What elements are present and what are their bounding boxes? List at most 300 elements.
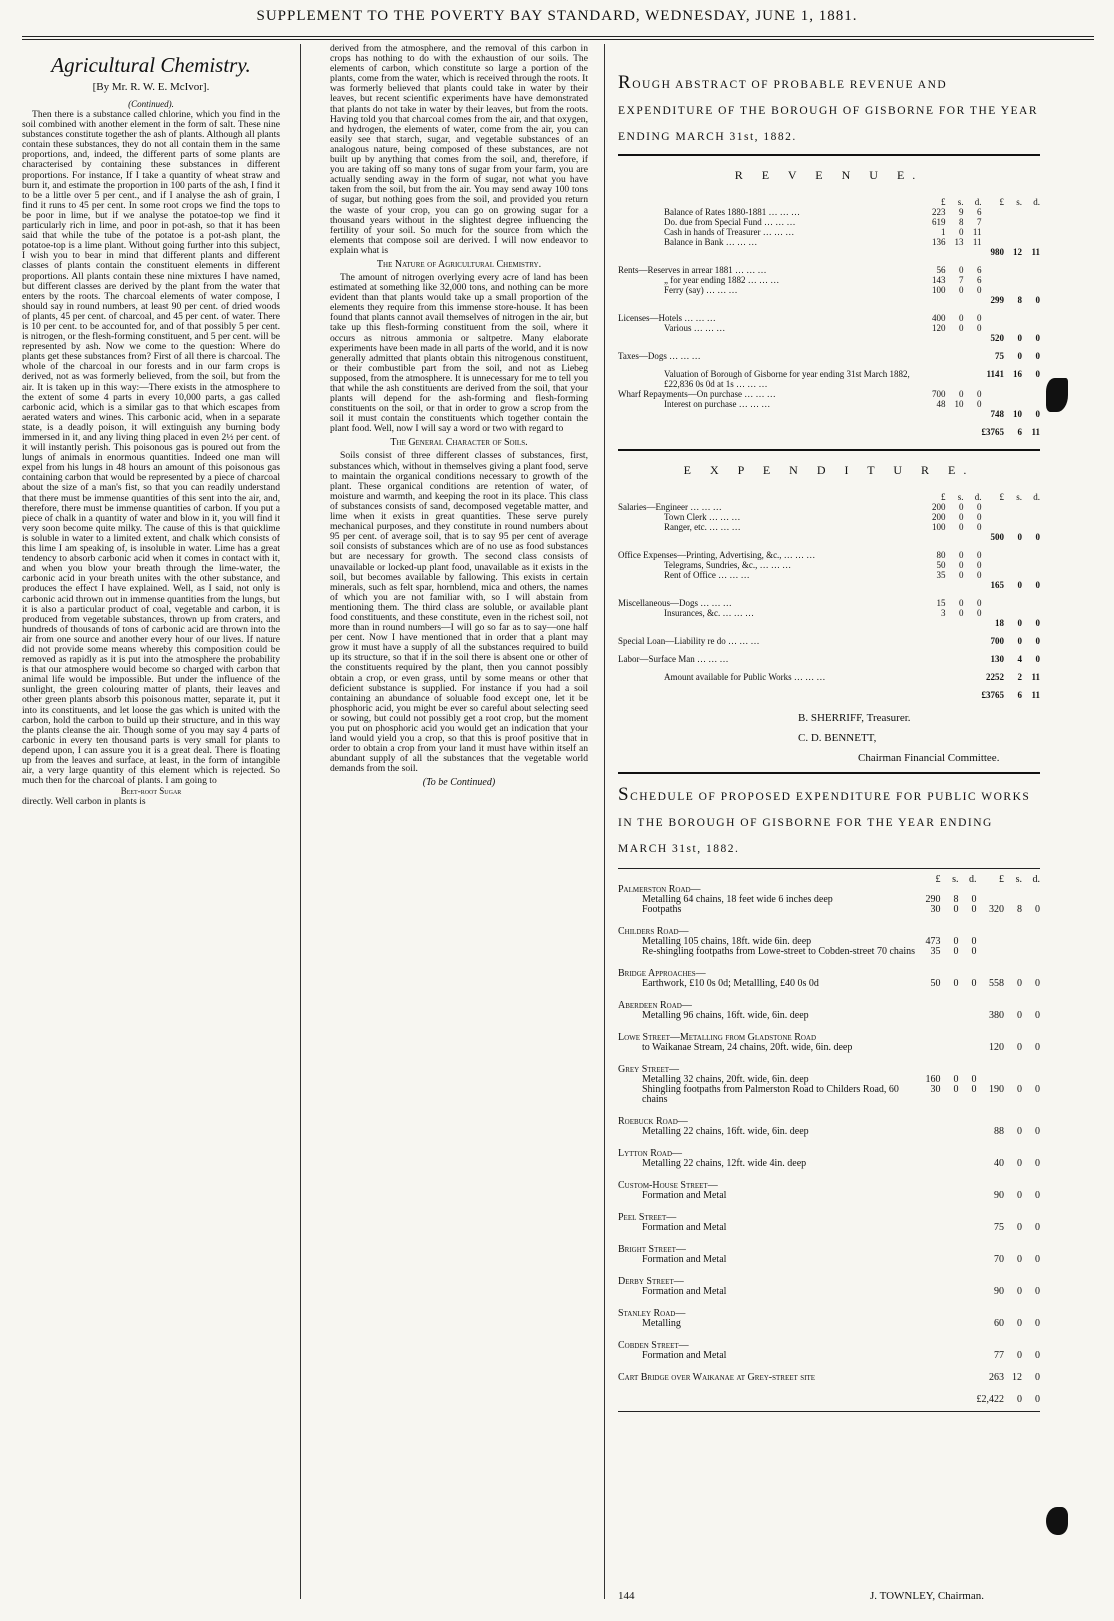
amount-cell xyxy=(964,690,982,708)
amount-cell xyxy=(964,672,982,690)
schedule-total: 0 xyxy=(1017,1190,1022,1201)
total-cell xyxy=(1022,323,1040,333)
divider xyxy=(618,772,1040,774)
account-row xyxy=(618,265,1040,275)
total-cell xyxy=(982,512,1005,522)
total-cell: £3765 xyxy=(981,690,1004,700)
amount-cell xyxy=(964,618,982,636)
account-label xyxy=(618,427,928,445)
amount-cell: 223 xyxy=(932,207,946,217)
schedule-amount: 0 xyxy=(971,978,977,989)
schedule-amount: 0 xyxy=(953,936,959,947)
financial-column xyxy=(618,44,1040,1603)
schedule-total: 90 xyxy=(994,1190,1004,1201)
account-label: Miscellaneous—Dogs … … … xyxy=(618,598,732,608)
total-cell xyxy=(982,399,1005,409)
schedule-amount: 0 xyxy=(971,946,977,957)
blank xyxy=(1004,1065,1022,1075)
schedule-road: Palmerston Road— xyxy=(618,884,701,895)
blank xyxy=(1022,927,1040,937)
schedule-total: 0 xyxy=(1035,1084,1040,1095)
amount-cell xyxy=(928,654,946,672)
account-row xyxy=(618,389,1040,399)
amount-cell: 0 xyxy=(977,512,982,522)
total-cell xyxy=(982,323,1005,333)
schedule-amount xyxy=(923,1223,941,1233)
amount-cell: 11 xyxy=(972,227,982,237)
amount-cell: 0 xyxy=(959,313,964,323)
amount-cell: 6 xyxy=(977,275,982,285)
amount-cell: 200 xyxy=(932,512,946,522)
schedule-item-label: Metalling 105 chains, 18ft. wide 6in. deep xyxy=(642,936,812,947)
amount-cell: 35 xyxy=(936,570,946,580)
schedule-total: 0 xyxy=(1035,1222,1040,1233)
blank xyxy=(923,1373,941,1383)
total-cell xyxy=(1004,502,1022,512)
schedule-item-label: Metalling 96 chains, 16ft. wide, 6in. deep xyxy=(642,1010,809,1021)
account-row xyxy=(618,351,1040,369)
amount-cell xyxy=(928,369,946,389)
schedule-amount xyxy=(923,1127,941,1137)
account-label: Telegrams, Sundries, &c., … … … xyxy=(664,560,792,570)
currency-header: £ xyxy=(935,874,941,885)
total-cell xyxy=(1022,570,1040,580)
schedule-total: 8 xyxy=(1017,904,1022,915)
article-paragraph: The amount of nitrogen overlying every acre of land has been estimated at something like 32,000 tons, and nothing can be more evident than that plants would take up a small proportion of the elements they require from this immense store-house. It has been found that plants cannot avail themselves of nitrogen in the air, but take up this flesh-forming constituent from the soil, where it occurs as nitrous ammonia or saltpetre. Many elaborate experiments have been made in all parts of the world, and it is now generally admitted that plants obtain this nitrogenous constituent, or their combustible part from the soil, and not as Liebeg supposed, from the atmosphere. It is unnecessary for me to tell you that while the ash constituents are derived from the soil, that your plants will depend for the ash-forming and flesh-forming constituents on the soil, or that in order to grow a scrop from the soil it must contain the constituents which together contain the plant food. Well, now I will say a word or two with regard to xyxy=(330,271,588,435)
schedule-total: 0 xyxy=(1017,1042,1022,1053)
subheading-nature: The Nature of Agricultural Chemistry. xyxy=(376,258,542,270)
total-cell: 2252 xyxy=(986,672,1004,682)
amount-cell: 0 xyxy=(959,560,964,570)
blank xyxy=(959,1245,977,1255)
account-label: Ranger, etc. … … … xyxy=(664,522,741,532)
amount-cell xyxy=(928,532,946,550)
total-cell xyxy=(982,522,1005,532)
schedule-amount xyxy=(923,1319,941,1329)
divider xyxy=(618,868,1040,869)
amount-cell xyxy=(928,427,946,445)
schedule-amount: 0 xyxy=(953,978,959,989)
amount-cell: 56 xyxy=(936,265,946,275)
total-cell xyxy=(1004,522,1022,532)
account-row xyxy=(618,550,1040,560)
schedule-total: 558 xyxy=(989,978,1004,989)
account-row xyxy=(618,333,1040,351)
blank xyxy=(959,1033,977,1043)
schedule-total xyxy=(1004,937,1022,947)
schedule-road: Childers Road— xyxy=(618,926,689,937)
amount-cell: 0 xyxy=(977,598,982,608)
amount-cell xyxy=(964,295,982,313)
total-cell: 0 xyxy=(1017,351,1022,361)
total-cell: 130 xyxy=(990,654,1004,664)
total-cell: 0 xyxy=(1035,654,1040,664)
blank xyxy=(941,1245,959,1255)
amount-cell: 0 xyxy=(977,285,982,295)
schedule-total: 70 xyxy=(994,1254,1004,1265)
total-cell: 0 xyxy=(1017,532,1022,542)
amount-cell: 0 xyxy=(977,522,982,532)
account-label xyxy=(618,295,928,313)
total-cell: 6 xyxy=(1017,427,1022,437)
schedule-amount xyxy=(959,1159,977,1169)
amount-cell xyxy=(946,333,964,351)
account-row xyxy=(618,598,1040,608)
amount-cell xyxy=(928,636,946,654)
total-cell xyxy=(1004,608,1022,618)
schedule-road: Grey Street— xyxy=(618,1064,680,1075)
account-label: Ferry (say) … … … xyxy=(664,285,738,295)
blank xyxy=(941,1149,959,1159)
schedule-total xyxy=(977,937,1005,947)
schedule-total xyxy=(1004,947,1022,957)
amount-cell xyxy=(964,580,982,598)
account-label: Special Loan—Liability re do … … … xyxy=(618,636,760,646)
schedule-amount: 50 xyxy=(930,978,941,989)
schedule-item-label: Formation and Metal xyxy=(642,1190,727,1201)
schedule-total: 0 xyxy=(1017,1010,1022,1021)
amount-cell: 0 xyxy=(959,570,964,580)
schedule-amount xyxy=(941,1223,959,1233)
account-row xyxy=(618,608,1040,618)
currency-header: d. xyxy=(969,874,977,885)
total-cell xyxy=(1022,560,1040,570)
total-cell: 0 xyxy=(1017,580,1022,590)
total-cell xyxy=(1004,323,1022,333)
amount-cell xyxy=(946,369,964,389)
total-cell xyxy=(982,560,1005,570)
chairman-name: C. D. BENNETT, xyxy=(798,732,877,744)
schedule-item-label: to Waikanae Stream, 24 chains, 20ft. wide, 6in. deep xyxy=(642,1042,853,1053)
total-cell: 11 xyxy=(1031,690,1040,700)
schedule-total: 0 xyxy=(1017,978,1022,989)
schedule-total: 320 xyxy=(989,904,1004,915)
total-cell: 165 xyxy=(990,580,1004,590)
schedule-total: 0 xyxy=(1035,1126,1040,1137)
schedule-total: 0 xyxy=(1035,1254,1040,1265)
blank xyxy=(941,1309,959,1319)
currency-header: d. xyxy=(1033,492,1040,502)
blank xyxy=(923,1213,941,1223)
schedule-road: Cart Bridge over Waikanae at Grey-street site xyxy=(618,1372,816,1383)
masthead: SUPPLEMENT TO THE POVERTY BAY STANDARD, WEDNESDAY, JUNE 1, 1881. xyxy=(256,8,858,24)
schedule-item-label: Metalling 22 chains, 16ft. wide, 6in. deep xyxy=(642,1126,809,1137)
amount-cell: 0 xyxy=(959,285,964,295)
amount-cell: 0 xyxy=(977,502,982,512)
schedule-amount xyxy=(941,1287,959,1297)
schedule-item-label: Earthwork, £10 0s 0d; Metallling, £40 0s 0d xyxy=(642,978,819,989)
total-cell: 520 xyxy=(990,333,1004,343)
account-label xyxy=(618,409,928,427)
schedule-total: 77 xyxy=(994,1350,1004,1361)
ink-blot xyxy=(1046,1507,1068,1535)
schedule-amount xyxy=(959,1043,977,1053)
amount-cell: 6 xyxy=(977,207,982,217)
currency-header: £ xyxy=(999,492,1004,502)
amount-cell: 200 xyxy=(932,502,946,512)
header-spacer xyxy=(618,492,928,502)
total-cell xyxy=(1004,285,1022,295)
total-cell: 6 xyxy=(1017,690,1022,700)
schedule-amount xyxy=(959,1191,977,1201)
total-cell: 700 xyxy=(990,636,1004,646)
footer-signature: J. TOWNLEY, Chairman. xyxy=(870,1590,984,1602)
schedule-road: Custom-House Street— xyxy=(618,1180,718,1191)
total-cell xyxy=(982,227,1005,237)
schedule-item-label: Shingling footpaths from Palmerston Road to Childers Road, 60 chains xyxy=(642,1084,899,1105)
total-cell xyxy=(1004,237,1022,247)
schedule-amount: 0 xyxy=(971,1084,977,1095)
account-label: „ for year ending 1882 … … … xyxy=(664,275,780,285)
schedule-amount: 0 xyxy=(971,904,977,915)
amount-cell: 50 xyxy=(936,560,946,570)
total-cell xyxy=(982,598,1005,608)
account-row xyxy=(618,580,1040,598)
subheading-beet-root-sugar: Beet-root Sugar xyxy=(120,786,182,797)
schedule-amount: 0 xyxy=(953,904,959,915)
total-cell: 0 xyxy=(1035,409,1040,419)
schedule-road: Cobden Street— xyxy=(618,1340,689,1351)
currency-header: d. xyxy=(1033,197,1040,207)
total-cell xyxy=(1004,399,1022,409)
schedule-amount xyxy=(923,1011,941,1021)
schedule-table xyxy=(618,875,1040,1405)
total-cell xyxy=(982,502,1005,512)
currency-header: £ xyxy=(999,197,1004,207)
blank xyxy=(959,1213,977,1223)
account-label xyxy=(618,690,928,708)
amount-cell: 0 xyxy=(977,399,982,409)
total-cell xyxy=(1022,389,1040,399)
amount-cell: 0 xyxy=(959,598,964,608)
schedule-total: 0 xyxy=(1017,1318,1022,1329)
blank xyxy=(923,1033,941,1043)
amount-cell: 15 xyxy=(936,598,946,608)
amount-cell: 80 xyxy=(936,550,946,560)
blank xyxy=(941,1181,959,1191)
account-row xyxy=(618,427,1040,445)
total-cell: 8 xyxy=(1017,295,1022,305)
blank xyxy=(1004,927,1022,937)
total-cell xyxy=(982,389,1005,399)
schedule-total xyxy=(1022,947,1040,957)
account-label: Salaries—Engineer … … … xyxy=(618,502,722,512)
blank xyxy=(941,1117,959,1127)
account-label: Cash in hands of Treasurer … … … xyxy=(664,227,795,237)
total-cell xyxy=(1022,550,1040,560)
blank xyxy=(923,1341,941,1351)
total-cell xyxy=(1004,313,1022,323)
schedule-amount xyxy=(923,1191,941,1201)
schedule-total: 0 xyxy=(1035,1190,1040,1201)
account-row xyxy=(618,532,1040,550)
total-cell xyxy=(1004,560,1022,570)
schedule-amount xyxy=(959,1127,977,1137)
blank xyxy=(977,927,1005,937)
schedule-amount: 473 xyxy=(925,936,941,947)
schedule-item-label: Metalling 64 chains, 18 feet wide 6 inches deep xyxy=(642,894,833,905)
schedule-amount: 30 xyxy=(930,1084,941,1095)
total-cell xyxy=(1004,389,1022,399)
schedule-total: 120 xyxy=(989,1042,1004,1053)
account-row xyxy=(618,207,1040,217)
schedule-heading: SCHEDULE OF PROPOSED EXPENDITURE FOR PUBLIC WORKS IN THE BOROUGH OF GISBORNE FOR THE YEAR ENDING MARCH 31st, 1882. xyxy=(618,784,1031,855)
total-cell: 0 xyxy=(1035,618,1040,628)
schedule-total: 0 xyxy=(1035,1042,1040,1053)
blank xyxy=(941,1277,959,1287)
schedule-amount: 0 xyxy=(971,1074,977,1085)
schedule-amount: 35 xyxy=(930,946,941,957)
total-cell: 0 xyxy=(1017,618,1022,628)
total-cell xyxy=(982,265,1005,275)
blank xyxy=(959,1373,977,1383)
schedule-amount: 160 xyxy=(925,1074,941,1085)
schedule-amount xyxy=(941,1351,959,1361)
total-cell xyxy=(1004,550,1022,560)
amount-cell xyxy=(928,690,946,708)
account-label: Valuation of Borough of Gisborne for year ending 31st March 1882, £22,836 0s 0d at 1s … … … xyxy=(664,369,910,389)
currency-header: £ xyxy=(999,874,1004,885)
total-cell: 0 xyxy=(1017,333,1022,343)
blank xyxy=(923,1277,941,1287)
schedule-item-label: Metalling 22 chains, 12ft. wide 4in. deep xyxy=(642,1158,807,1169)
total-cell xyxy=(982,570,1005,580)
amount-cell xyxy=(928,618,946,636)
blank: 12 xyxy=(1012,1372,1022,1383)
schedule-amount xyxy=(941,1127,959,1137)
grand-total: 0 xyxy=(1035,1394,1040,1405)
account-row xyxy=(618,512,1040,522)
amount-cell: 13 xyxy=(954,237,964,247)
blank xyxy=(923,1309,941,1319)
blank xyxy=(923,1149,941,1159)
schedule-total: 0 xyxy=(1017,1222,1022,1233)
schedule-total: 90 xyxy=(994,1286,1004,1297)
total-cell xyxy=(1004,570,1022,580)
currency-header: s. xyxy=(957,197,964,207)
account-row xyxy=(618,570,1040,580)
account-row xyxy=(618,313,1040,323)
total-cell: 2 xyxy=(1017,672,1022,682)
total-cell xyxy=(1022,598,1040,608)
schedule-amount: 290 xyxy=(925,894,941,905)
article-column-1 xyxy=(22,44,280,1603)
amount-cell: 0 xyxy=(977,550,982,560)
schedule-total: 0 xyxy=(1035,1318,1040,1329)
total-cell: 11 xyxy=(1031,672,1040,682)
total-cell xyxy=(1004,207,1022,217)
divider xyxy=(618,1411,1040,1412)
amount-cell: 7 xyxy=(977,217,982,227)
blank xyxy=(1022,1065,1040,1075)
spacer xyxy=(618,1395,923,1405)
amount-cell xyxy=(928,580,946,598)
amount-cell xyxy=(928,333,946,351)
divider xyxy=(618,449,1040,451)
amount-cell xyxy=(964,654,982,672)
account-row xyxy=(618,295,1040,313)
total-cell xyxy=(982,608,1005,618)
amount-cell xyxy=(964,427,982,445)
grand-total: 0 xyxy=(1017,1394,1022,1405)
schedule-item-label: Formation and Metal xyxy=(642,1286,727,1297)
amount-cell: 619 xyxy=(932,217,946,227)
account-row xyxy=(618,369,1040,389)
account-label xyxy=(618,333,928,351)
amount-cell xyxy=(964,351,982,369)
total-cell xyxy=(1022,285,1040,295)
currency-header: d. xyxy=(974,197,982,207)
total-cell: 12 xyxy=(1013,247,1022,257)
schedule-total: 0 xyxy=(1035,904,1040,915)
schedule-total: 88 xyxy=(994,1126,1004,1137)
currency-header: £ xyxy=(941,492,946,502)
account-label: Office Expenses—Printing, Advertising, &c., … … … xyxy=(618,550,816,560)
total-cell xyxy=(1022,608,1040,618)
blank: 263 xyxy=(989,1372,1004,1383)
amount-cell xyxy=(928,351,946,369)
amount-cell: 0 xyxy=(959,522,964,532)
article-column-2 xyxy=(330,44,588,1603)
total-cell: 0 xyxy=(1035,333,1040,343)
schedule-amount: 8 xyxy=(953,894,959,905)
schedule-amount xyxy=(959,1255,977,1265)
article-paragraph: directly. Well carbon in plants is xyxy=(22,796,146,808)
total-cell xyxy=(1022,275,1040,285)
to-be-continued: (To be Continued) xyxy=(422,777,496,789)
account-row xyxy=(618,285,1040,295)
divider xyxy=(618,154,1040,156)
blank xyxy=(923,1395,941,1405)
schedule-road: Bridge Approaches— xyxy=(618,968,706,979)
amount-cell xyxy=(946,295,964,313)
total-cell xyxy=(1004,512,1022,522)
page-number: 144 xyxy=(618,1590,635,1602)
schedule-total: 0 xyxy=(1017,1350,1022,1361)
total-cell: 11 xyxy=(1031,247,1040,257)
schedule-total: 0 xyxy=(1017,1254,1022,1265)
article-paragraph: Then there is a substance called chlorine, which you find in the soil combined with another element in the form of salt. These nine substances constitute together the ash of plants. Although all plants contain these substances, they do not all contain them in the same proportions, and, indeed, the different parts of some plants are characterised by containing these substances in different proportions. For instance, If I take a quantity of wheat straw and burn it, and estimate the proportion in 100 parts of the ash, I find it to be a little over 5 per cent., and if I analyse the ash of grain, I find it runs to 45 per cent. In some root crops we find the tops to be poor in lime, but if we analyse the potatoe-top we find it particularly rich in lime, and poor in pot-ash, so that it has been said that while the tube of the potatoe is a pot-ash plant, the potatoe-top is a lime plant. Without going further into this subject, I wish you to bear in mind that different plants and different classes of plants contain the constituent elements in different proportions. All plants contain these nine mixtures I have named, but different classes are derived by the plant from the water that enters by the roots. The charcoal elements of water compose, I should say in round numbers, at least 90 per cent. of dried woods of plants, 45 per cent. of charcoal, and 45 per cent. of water. There is 10 per cent. to be accounted for, and of that possibly 5 per cent. is nitrogen, or the flesh-forming constituent, and 5 per cent. will be represented by ash. Now we come to the question: Where do plants get these substances from? First of all there is charcoal. The whole of the charcoal in our forests and in our farm crops is derived, not as was formerly believed, from the soil, but from the air. It is taken up in this way:—There exists in the atmosphere to the extent of some 4 parts in every 10,000 parts, a gas called carbonic acid, which is a similar gas to that which escapes from aerated waters and wines. This carbonic acid, when in a separate state, is a deadly poison, it will extinguish any burning body immersed in it, and any living thing placed in even 2½ per cent. of it will instantly perish. This poisonous gas is poured out from the lungs of animals in enormous quantities. Indeed one man will expel from his lungs in 48 hours an amount of this poisonous gas containing carbon that would be represented by a piece of charcoal about the size of a man's fist, so that you can readily understand that there must be immense quantities of this sent into the air, and, therefore, there must be immense quantities of carbon. If you put a piece of chalk in a quantity of water and blow in it, you will find it very soon become quite milky. The cause of this is that quicklime is soluble in water to a limited extent, and chalk which consists of this lime I am speaking of, is insoluble in water. Lime has a great tendency to absorb carbonic acid when it comes in contact with it, and when you blow your breath through the lime-water, the carbonic acid in your breath unites with the other substance, and produces the effect I have explained. Well, as I said, not only is carbonic acid thrown out in immense quantities from the lungs, but it is also a particular product of coal, vegetable and carbon, it is produced from vegetable substances, thrown up from craters, and hundreds of thousands of tons of carbonic acid are thrown into the air from one source and another every hour of our lives. If nature did not provide some means whereby this composition could be removed as rapidly as it is put into the atmosphere the probability is that our atmosphere would become so charged with carbon that animal life would be impossible. But under the influence of the sunlight, the green colouring matter of plants, their leaves and other green plants absorb this poisonous matter, separate it, put it into its constituents, and let loose the gas which is united with the carbon, hold the carbon to build up their structure, and in this way the plants cleanse the air. Though some of you may say 4 parts of carbonic in every ten thousand parts is very small for plants to depend upon, I can assure you it is a great deal. There is floating up from the leaves and surface, at least, in the form of intangible air, a very large quantity of this element which is rejected. So much then for the charcoal of plants. I am going to xyxy=(22,109,280,787)
schedule-total xyxy=(1022,937,1040,947)
amount-cell xyxy=(946,672,964,690)
schedule-amount xyxy=(923,1159,941,1169)
total-cell xyxy=(982,275,1005,285)
total-cell xyxy=(982,207,1005,217)
schedule-total: 0 xyxy=(1035,1286,1040,1297)
amount-cell xyxy=(928,247,946,265)
amount-cell: 100 xyxy=(932,285,946,295)
currency-header: d. xyxy=(974,492,982,502)
schedule-amount xyxy=(959,1319,977,1329)
schedule-total: 0 xyxy=(1017,1084,1022,1095)
currency-header: s. xyxy=(957,492,964,502)
total-cell xyxy=(1022,399,1040,409)
abstract-heading: ROUGH ABSTRACT OF PROBABLE REVENUE AND EXPENDITURE OF THE BOROUGH OF GISBORNE FOR THE YEAR ENDING MARCH 31st, 1882. xyxy=(618,72,1039,143)
schedule-amount xyxy=(959,1223,977,1233)
schedule-total: 0 xyxy=(1035,978,1040,989)
total-cell xyxy=(1022,522,1040,532)
total-cell: 18 xyxy=(995,618,1004,628)
account-row xyxy=(618,217,1040,227)
amount-cell xyxy=(946,580,964,598)
total-cell: 0 xyxy=(1035,351,1040,361)
amount-cell xyxy=(928,295,946,313)
expenditure-table xyxy=(618,492,1040,708)
total-cell: 1141 xyxy=(986,369,1004,379)
total-cell: 0 xyxy=(1017,636,1022,646)
blank xyxy=(923,1181,941,1191)
grand-total: £2,422 xyxy=(976,1394,1004,1405)
